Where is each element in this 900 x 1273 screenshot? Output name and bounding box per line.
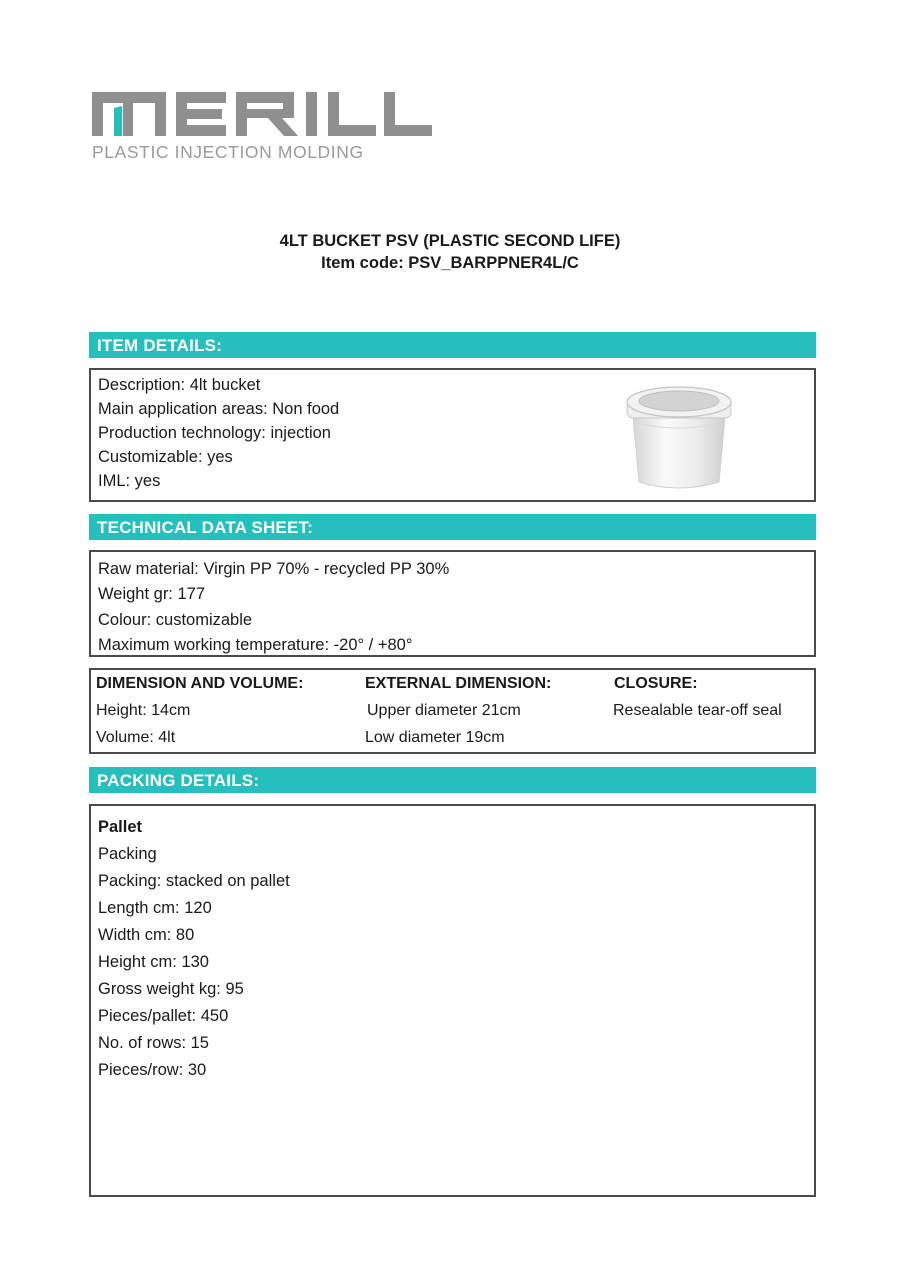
packing-method: Packing: stacked on pallet: [98, 872, 290, 890]
dimensions-box: [89, 668, 816, 754]
item-technology: Production technology: injection: [98, 424, 331, 442]
packing-box: [89, 804, 816, 1197]
item-details-heading: ITEM DETAILS:: [89, 332, 816, 358]
upper-diameter: Upper diameter 21cm: [367, 702, 521, 719]
packing-heading: PACKING DETAILS:: [89, 767, 816, 793]
item-details-box: [89, 368, 816, 502]
item-customizable: Customizable: yes: [98, 448, 233, 466]
merill-logo: [92, 92, 434, 164]
product-title: 4LT BUCKET PSV (PLASTIC SECOND LIFE): [279, 232, 621, 250]
technical-box: [89, 550, 816, 657]
pallet-height: Height cm: 130: [98, 953, 209, 971]
external-dimension-header: EXTERNAL DIMENSION:: [365, 675, 552, 692]
low-diameter: Low diameter 19cm: [365, 729, 505, 746]
merill-wordmark: [92, 92, 434, 140]
weight: Weight gr: 177: [98, 585, 206, 603]
item-application: Main application areas: Non food: [98, 400, 340, 418]
packing-line: Packing: [98, 845, 157, 863]
number-of-rows: No. of rows: 15: [98, 1034, 209, 1052]
pallet-length: Length cm: 120: [98, 899, 212, 917]
max-temperature: Maximum working temperature: -20° / +80°: [98, 636, 413, 654]
raw-material: Raw material: Virgin PP 70% - recycled PP 30%: [98, 560, 450, 578]
closure-value: Resealable tear-off seal: [613, 702, 782, 719]
gross-weight: Gross weight kg: 95: [98, 980, 244, 998]
dimension-volume-header: DIMENSION AND VOLUME:: [96, 675, 304, 692]
item-code: Item code: PSV_BARPPNER4L/C: [321, 254, 579, 272]
colour: Colour: customizable: [98, 611, 253, 629]
item-description: Description: 4lt bucket: [98, 376, 261, 394]
bucket-image: [619, 380, 739, 492]
height-value: Height: 14cm: [96, 702, 191, 719]
logo-tagline: PLASTIC INJECTION MOLDING: [92, 142, 364, 162]
volume-value: Volume: 4lt: [96, 729, 176, 746]
pallet-width: Width cm: 80: [98, 926, 195, 944]
technical-heading: TECHNICAL DATA SHEET:: [89, 514, 816, 540]
item-iml: IML: yes: [98, 472, 161, 490]
closure-header: CLOSURE:: [614, 675, 698, 692]
pallet-subheading: Pallet: [98, 818, 143, 836]
pieces-per-row: Pieces/row: 30: [98, 1061, 207, 1079]
document-title: [0, 230, 900, 274]
pieces-per-pallet: Pieces/pallet: 450: [98, 1007, 229, 1025]
